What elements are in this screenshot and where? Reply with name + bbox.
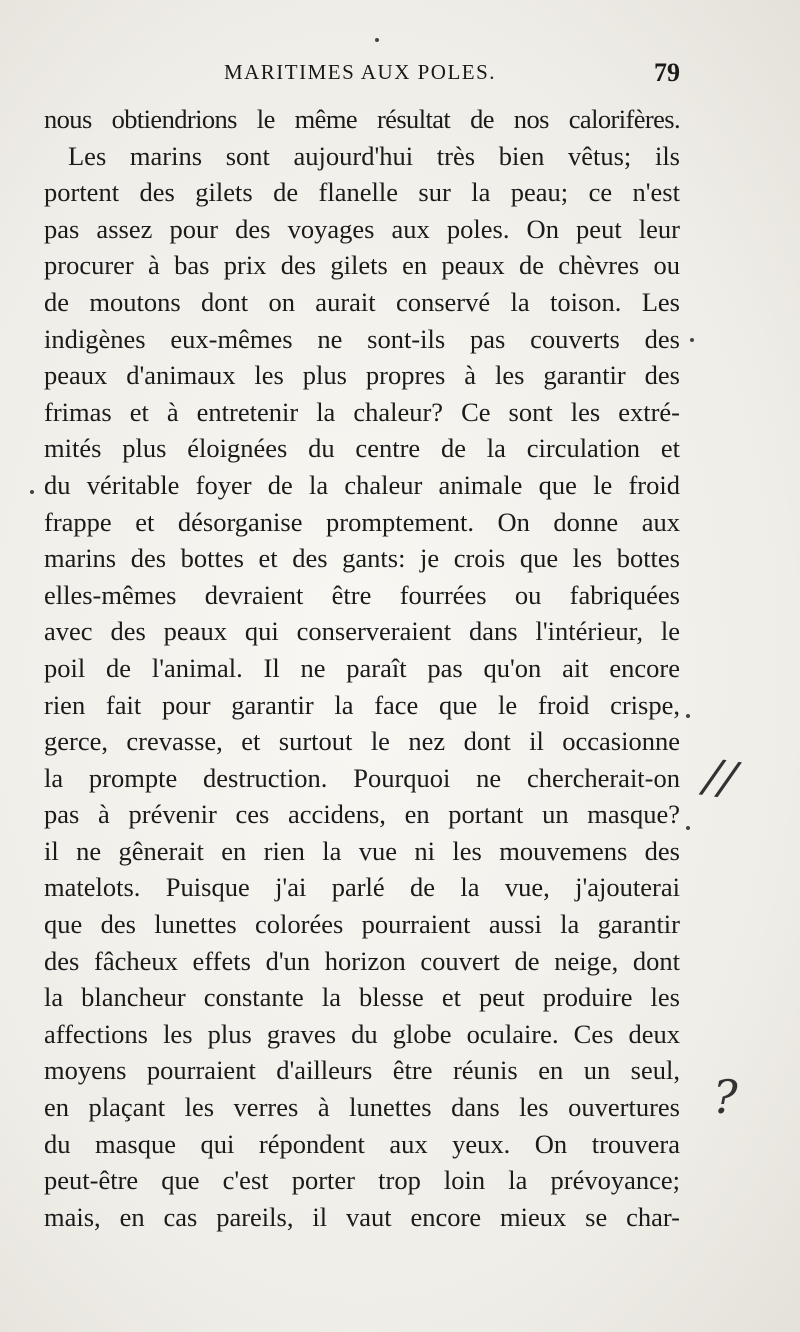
text-line: il ne gênerait en rien la vue ni les mouvemens des [44,835,680,866]
text-line: frimas et à entretenir la chaleur? Ce sont les extré- [44,396,680,427]
ink-speck [375,38,379,42]
ink-speck [30,490,34,494]
margin-annotation: ? [713,1070,738,1124]
text-line: rien fait pour garantir la face que le froid crispe, [44,689,680,720]
text-line: peut-être que c'est porter trop loin la prévoyance; [44,1165,680,1196]
body-text [44,101,680,1235]
text-line: du masque qui répondent aux yeux. On trouvera [44,1128,680,1159]
text-line: portent des gilets de flanelle sur la peau; ce n'est [44,177,680,208]
ink-speck [690,338,694,342]
text-line: affections les plus graves du globe oculaire. Ces deux [44,1018,680,1049]
text-line: frappe et désorganise promptement. On donne aux [44,506,680,537]
text-line: la blancheur constante la blesse et peut produire les [44,982,680,1013]
page-number: 79 [654,58,680,87]
text-line: poil de l'animal. Il ne paraît pas qu'on ait encore [44,652,680,683]
text-line: de moutons dont on aurait conservé la toison. Les [44,286,680,317]
text-line: nous obtiendrions le même résultat de nos calorifères. [44,104,680,134]
text-line: moyens pourraient d'ailleurs être réunis en un seul, [44,1055,680,1086]
ink-speck [686,826,690,830]
text-line: mais, en cas pareils, il vaut encore mieux se char- [44,1201,680,1232]
text-line: la prompte destruction. Pourquoi ne chercherait-on [44,762,680,793]
running-head: MARITIMES AUX POLES. [223,60,497,84]
text-line: des fâcheux effets d'un horizon couvert de neige, dont [44,945,680,976]
text-line: avec des peaux qui conserveraient dans l'intérieur, le [44,616,680,647]
text-line: que des lunettes colorées pourraient aussi la garantir [44,909,680,940]
text-line: matelots. Puisque j'ai parlé de la vue, j'ajouterai [44,872,680,903]
margin-annotation: // [701,748,740,806]
text-line: procurer à bas prix des gilets en peaux de chèvres ou [44,250,680,281]
text-line: pas à prévenir ces accidens, en portant un masque? [44,799,680,830]
text-line: peaux d'animaux les plus propres à les garantir des [44,360,680,391]
text-line: Les marins sont aujourd'hui très bien vêtus; ils [68,140,680,171]
text-line: pas assez pour des voyages aux poles. On peut leur [44,213,680,244]
text-line: indigènes eux-mêmes ne sont-ils pas couverts des [44,323,680,354]
ink-speck [686,714,690,718]
text-line: du véritable foyer de la chaleur animale que le froid [44,469,680,500]
page-header [40,60,680,96]
text-line: gerce, crevasse, et surtout le nez dont il occasionne [44,726,680,757]
text-line: en plaçant les verres à lunettes dans les ouvertures [44,1092,680,1123]
text-line: marins des bottes et des gants: je crois que les bottes [44,543,680,574]
text-line: mités plus éloignées du centre de la circulation et [44,433,680,464]
text-line: elles-mêmes devraient être fourrées ou fabriquées [44,579,680,610]
